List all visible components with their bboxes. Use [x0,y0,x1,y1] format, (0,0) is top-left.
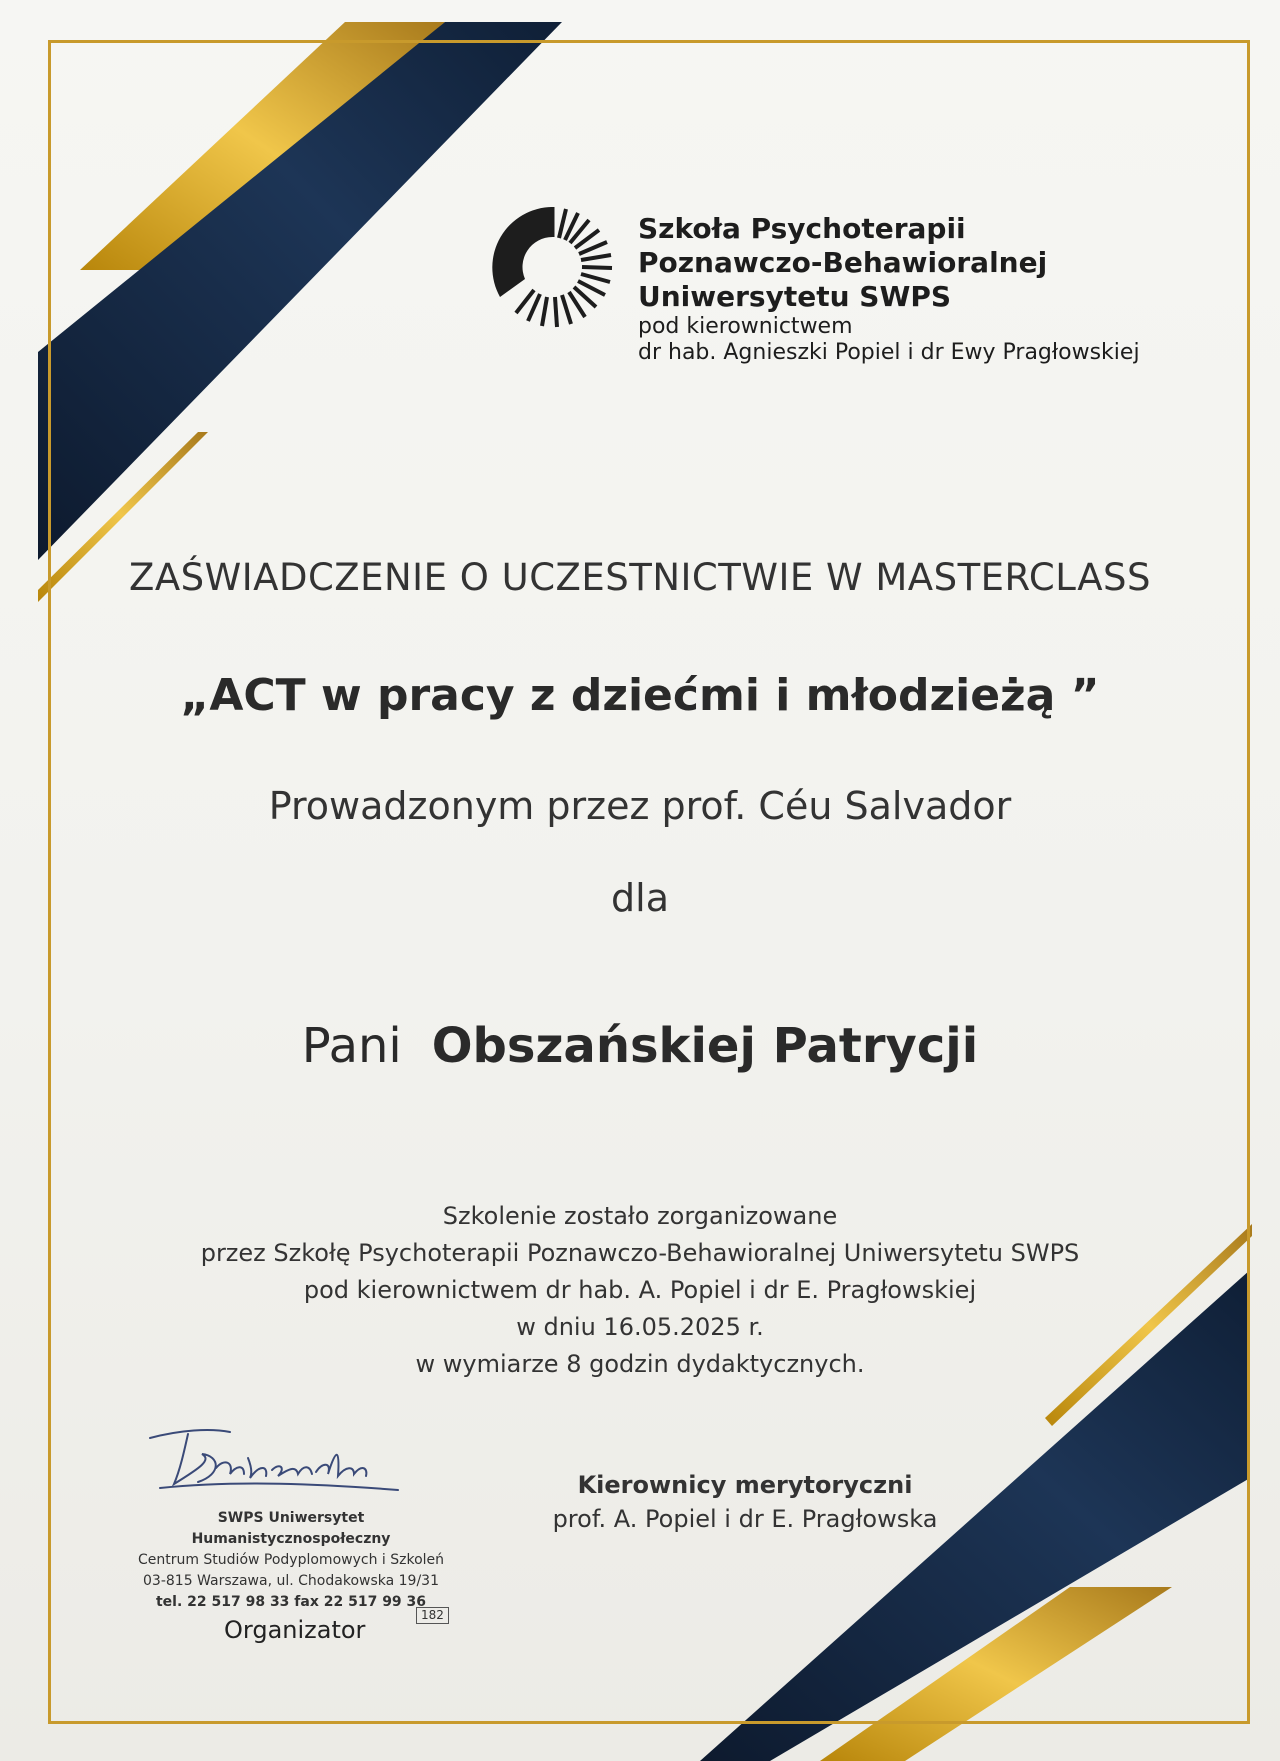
directors-block [530,1468,960,1536]
info-line-5: w wymiarze 8 godzin dydaktycznych. [415,1350,865,1378]
directors-names: prof. A. Popiel i dr E. Pragłowska [552,1505,938,1533]
organizer-label: Organizator [224,1616,366,1644]
info-line-4: w dniu 16.05.2025 r. [516,1313,764,1341]
info-line-1: Szkolenie zostało zorganizowane [442,1202,838,1230]
school-name-block [638,212,1140,366]
school-sub-line-1: pod kierownictwem [638,314,853,339]
directors-heading: Kierownicy merytoryczni [577,1471,913,1499]
recipient-prefix: Pani [301,1018,402,1074]
stamp-line-2: Centrum Studiów Podyplomowych i Szkoleń [137,1552,445,1568]
organizer-signature [140,1418,440,1498]
organizer-stamp [126,1508,456,1613]
for-label: dla [611,876,669,920]
lecturer-line: Prowadzonym przez prof. Céu Salvador [268,784,1012,828]
recipient-line [0,1018,1280,1074]
stamp-number: 182 [416,1607,449,1624]
recipient-name: Obszańskiej Patrycji [431,1018,979,1074]
school-sub-line-2: dr hab. Agnieszki Popiel i dr Ewy Pragłowskiej [638,340,1140,365]
training-info [0,1198,1280,1383]
masterclass-topic: „ACT w pracy z dziećmi i młodzieżą ” [180,670,1100,721]
info-line-2: przez Szkołę Psychoterapii Poznawczo-Behawioralnej Uniwersytetu SWPS [200,1239,1080,1267]
info-line-3: pod kierownictwem dr hab. A. Popiel i dr E. Pragłowskiej [303,1276,977,1304]
stamp-line-3: 03-815 Warszawa, ul. Chodakowska 19/31 [143,1573,439,1589]
certificate-title: ZAŚWIADCZENIE O UCZESTNICTWIE W MASTERCLASS [129,556,1151,599]
school-name-line-2: Poznawczo-Behawioralnej [638,246,1048,279]
school-name-line-1: Szkoła Psychoterapii [638,212,966,245]
stamp-line-4: tel. 22 517 98 33 fax 22 517 99 36 [155,1594,427,1610]
swps-logo-icon [490,205,615,330]
stamp-line-1: SWPS Uniwersytet Humanistycznospołeczny [191,1510,391,1547]
school-name-line-3: Uniwersytetu SWPS [638,280,952,313]
